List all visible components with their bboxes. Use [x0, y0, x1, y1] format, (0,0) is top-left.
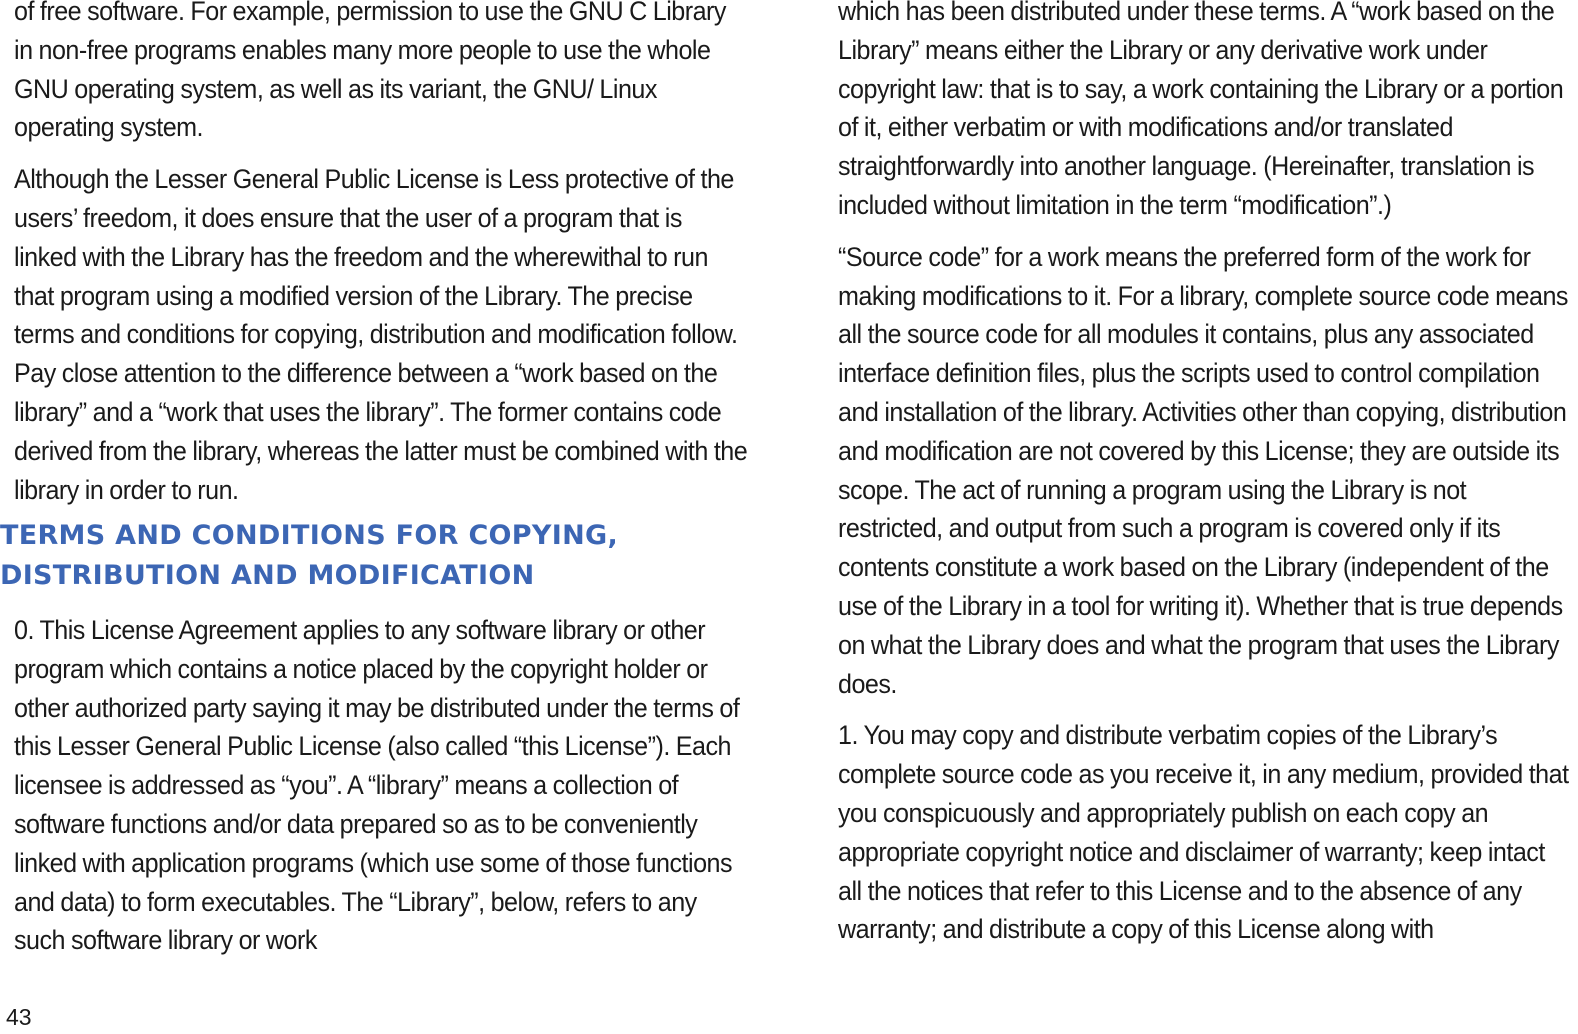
left-paragraph-2: Although the Lesser General Public License is Less protective of the users’ freedom, it does ensure that the user of a program that is linked with the Library has the freedom and the wherewithal to run that program using a modified version of the Library. The precise terms and conditions for copying, distribution and modification follow. Pay close attention to the difference between a “work based on the library” and a “work that uses the library”. The former contains code derived from the library, whereas the latter must be combined with the library in order to run.: [14, 164, 748, 505]
left-paragraph-3: 0. This License Agreement applies to any software library or other program which contains a notice placed by the copyright holder or other authorized party saying it may be distributed under the terms of this Lesser General Public License (also called “this License”). Each licensee is addressed as “you”. A “library” means a collection of software functions and/or data prepared so as to be conveniently linked with application programs (which use some of those functions and data) to form executables. The “Library”, below, refers to any such software library or work: [14, 615, 740, 956]
right-column: [838, 0, 1571, 949]
left-paragraph-1: of free software. For example, permission to use the GNU C Library in non-free programs enables many more people to use the whole GNU operating system, as well as its variant, the GNU/ Linux operating system.: [14, 0, 726, 143]
left-column: [14, 0, 749, 509]
page-number: 43: [6, 1004, 32, 1030]
section-heading: TERMS AND CONDITIONS FOR COPYING, DISTRIBUTION AND MODIFICATION: [0, 520, 619, 591]
right-paragraph-3: 1. You may copy and distribute verbatim copies of the Library’s complete source code as you receive it, in any medium, provided that you conspicuously and appropriately publish on each copy an appropriate copyright notice and disclaimer of warranty; keep intact all the notices that refer to this License and to the absence of any warranty; and distribute a copy of this License along with: [838, 720, 1569, 945]
right-paragraph-2: “Source code” for a work means the preferred form of the work for making modifications to it. For a library, complete source code means all the source code for all modules it contains, plus any associated interface definition files, plus the scripts used to control compilation and installation of the library. Activities other than copying, distribution and modification are not covered by this License; they are outside its scope. The act of running a program using the Library is not restricted, and output from such a program is covered only if its contents constitute a work based on the Library (independent of the use of the Library in a tool for writing it). Whether that is true depends on what the Library does and what the program that uses the Library does.: [838, 241, 1568, 699]
right-paragraph-1: which has been distributed under these terms. A “work based on the Library” means either the Library or any derivative work under copyright law: that is to say, a work containing the Library or a portion of it, either verbatim or with modifications and/or translated straightforwardly into another language. (Hereinafter, translation is included without limitation in the term “modification”.): [838, 0, 1564, 220]
